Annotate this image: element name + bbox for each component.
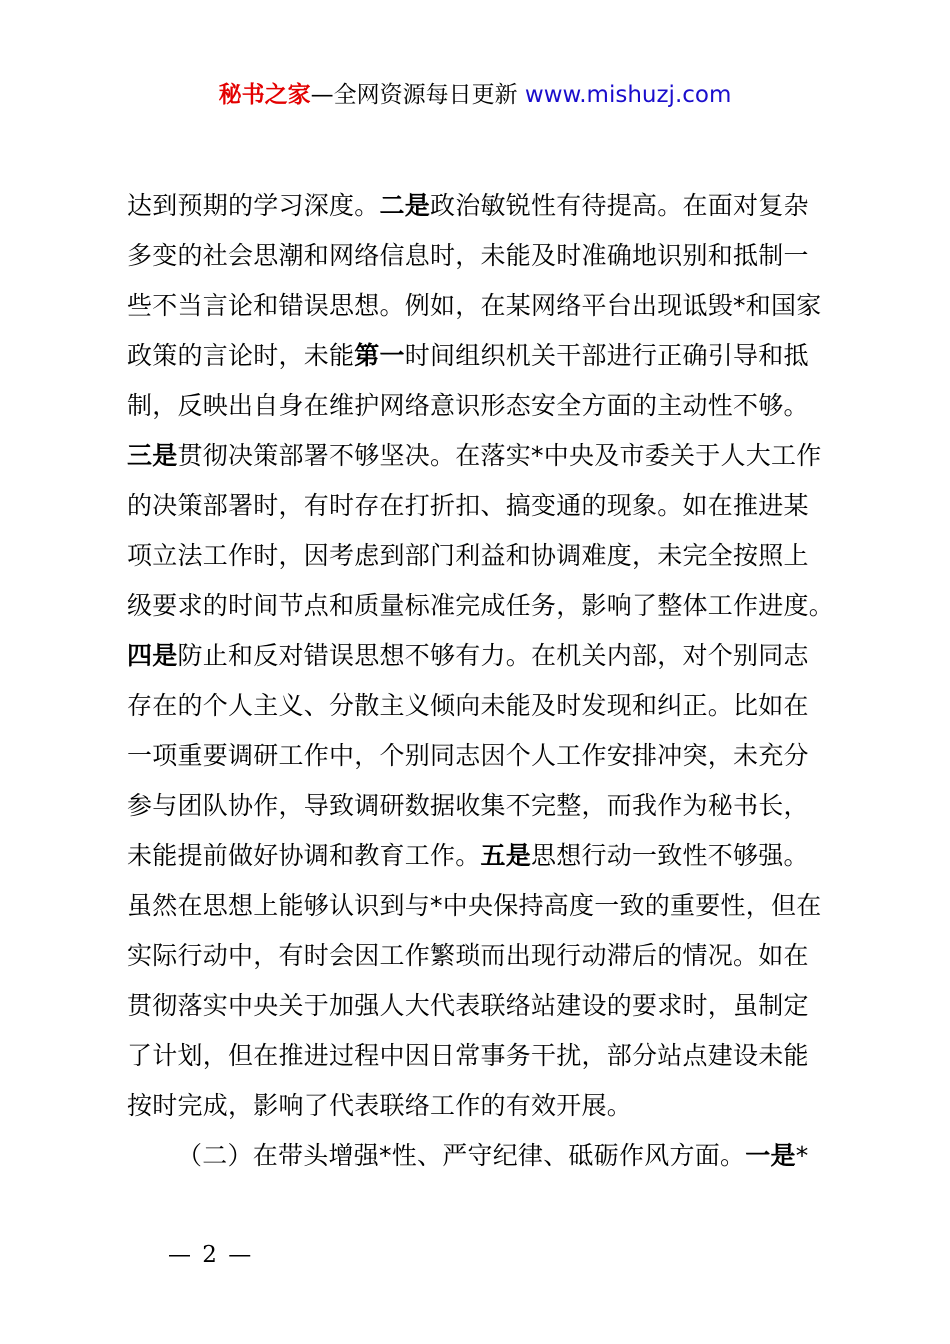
emphasis-text: 四是 (127, 641, 178, 670)
emphasis-text: 三是 (127, 441, 178, 470)
text-line: 达到预期的学习深度。二是政治敏锐性有待提高。在面对复杂 (127, 191, 809, 220)
section-heading-line: （二）在带头增强*性、严守纪律、砥砺作风方面。一是* (177, 1141, 809, 1170)
text-line: 实际行动中，有时会因工作繁琐而出现行动滞后的情况。如在 (127, 941, 809, 970)
emphasis-text: 二是 (379, 191, 431, 220)
text-line: 政策的言论时，未能第一时间组织机关干部进行正确引导和抵 (127, 341, 809, 370)
text-line: 了计划，但在推进过程中因日常事务干扰，部分站点建设未能 (127, 1041, 809, 1070)
text-line: 些不当言论和错误思想。例如，在某网络平台出现诋毁*和国家 (127, 291, 822, 320)
text-line: 多变的社会思潮和网络信息时，未能及时准确地识别和抵制一 (127, 241, 809, 270)
site-slogan: —全网资源每日更新 (310, 82, 525, 108)
text-line: 项立法工作时，因考虑到部门利益和协调难度，未完全按照上 (127, 541, 809, 570)
text-line: 参与团队协作，导致调研数据收集不完整，而我作为秘书长， (127, 791, 809, 820)
emphasis-text: 一是 (745, 1141, 796, 1170)
text-line: 一项重要调研工作中，个别同志因个人工作安排冲突，未充分 (127, 741, 809, 770)
page-header (0, 78, 950, 112)
text-line: 的决策部署时，有时存在打折扣、搞变通的现象。如在推进某 (127, 491, 809, 520)
site-brand: 秘书之家 (218, 82, 311, 108)
emphasis-text: 五是 (480, 841, 532, 870)
text-line: 未能提前做好协调和教育工作。五是思想行动一致性不够强。 (127, 841, 809, 870)
page-number: — 2 — (168, 1242, 254, 1268)
text-line: 三是贯彻决策部署不够坚决。在落实*中央及市委关于人大工作 (127, 441, 822, 470)
site-url-link[interactable]: www.mishuzj.com (524, 82, 732, 108)
text-line: 按时完成，影响了代表联络工作的有效开展。 (127, 1091, 633, 1120)
text-line: 存在的个人主义、分散主义倾向未能及时发现和纠正。比如在 (127, 691, 809, 720)
text-line: 虽然在思想上能够认识到与*中央保持高度一致的重要性，但在 (127, 891, 822, 920)
text-line: 级要求的时间节点和质量标准完成任务，影响了整体工作进度。 (127, 591, 835, 620)
text-line: 制，反映出自身在维护网络意识形态安全方面的主动性不够。 (127, 391, 809, 420)
document-body (127, 181, 837, 1181)
text-line: 四是防止和反对错误思想不够有力。在机关内部，对个别同志 (127, 641, 809, 670)
text-line: 贯彻落实中央关于加强人大代表联络站建设的要求时，虽制定 (127, 991, 809, 1020)
emphasis-text: 第一 (354, 341, 405, 370)
